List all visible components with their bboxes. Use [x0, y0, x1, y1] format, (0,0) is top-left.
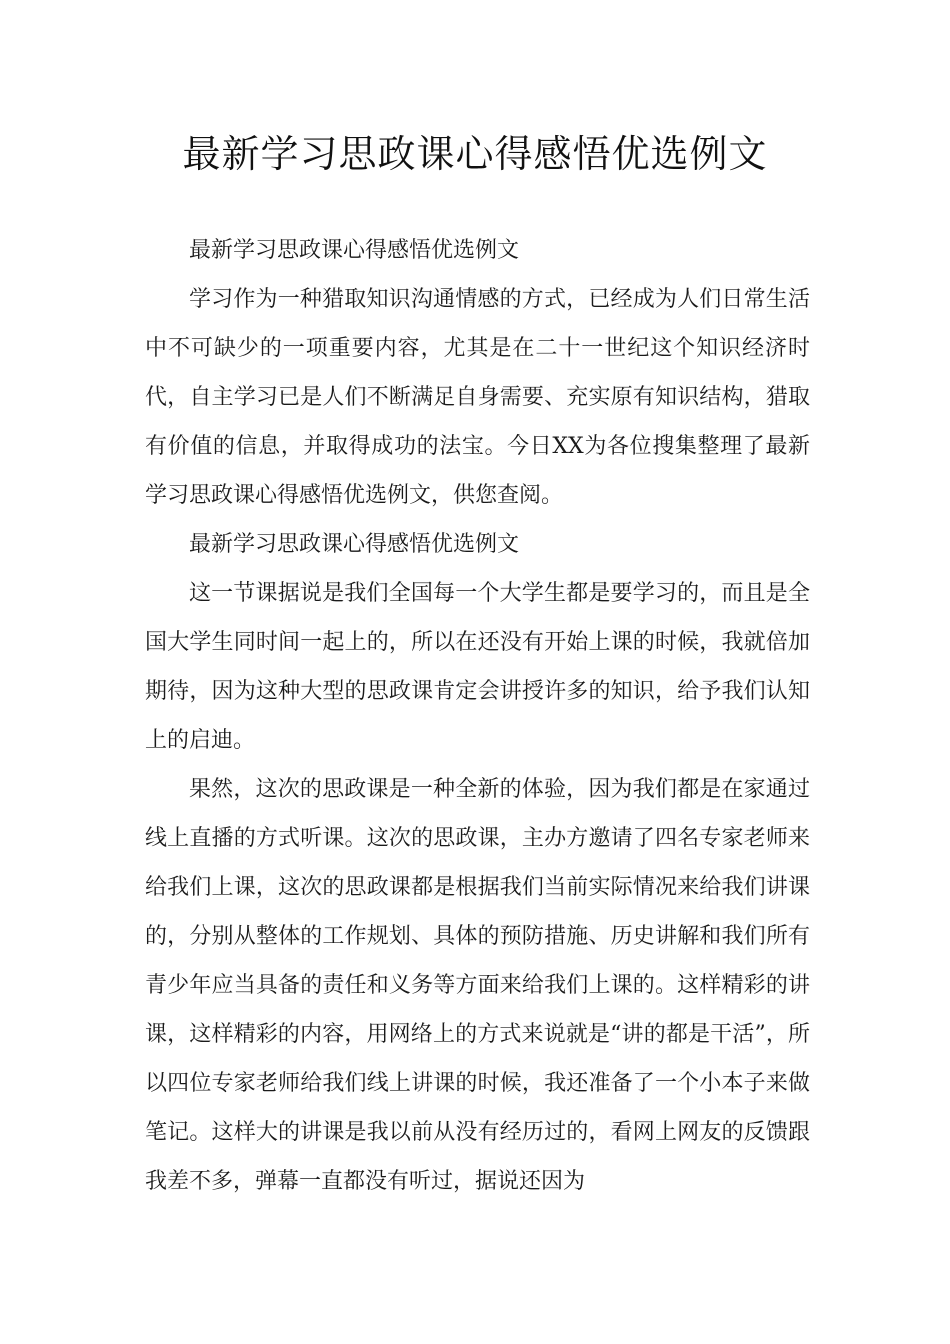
document-body: [145, 226, 810, 1206]
paragraph-body-2: 果然，这次的思政课是一种全新的体验，因为我们都是在家通过线上直播的方式听课。这次的思政课，主办方邀请了四名专家老师来给我们上课，这次的思政课都是根据我们当前实际情况来给我们讲课的，分别从整体的工作规划、具体的预防措施、历史讲解和我们所有青少年应当具备的责任和义务等方面来给我们上课的。这样精彩的讲课，这样精彩的内容，用网络上的方式来说就是“讲的都是干活”，所以四位专家老师给我们线上讲课的时候，我还准备了一个小本子来做笔记。这样大的讲课是我以前从没有经历过的，看网上网友的反馈跟我差不多，弹幕一直都没有听过，据说还因为: [145, 777, 810, 1194]
paragraph-body-1: 这一节课据说是我们全国每一个大学生都是要学习的，而且是全国大学生同时间一起上的，所以在还没有开始上课的时候，我就倍加期待，因为这种大型的思政课肯定会讲授许多的知识，给予我们认知上的启迪。: [145, 581, 810, 753]
paragraph-subtitle-repeat: 最新学习思政课心得感悟优选例文: [189, 532, 520, 557]
document-title: 最新学习思政课心得感悟优选例文: [182, 132, 768, 176]
paragraph-subtitle: 最新学习思政课心得感悟优选例文: [189, 238, 520, 263]
paragraph-intro: 学习作为一种猎取知识沟通情感的方式，已经成为人们日常生活中不可缺少的一项重要内容，尤其是在二十一世纪这个知识经济时代，自主学习已是人们不断满足自身需要、充实原有知识结构，猎取有价值的信息，并取得成功的法宝。今日XX为各位搜集整理了最新学习思政课心得感悟优选例文，供您查阅。: [145, 287, 810, 508]
